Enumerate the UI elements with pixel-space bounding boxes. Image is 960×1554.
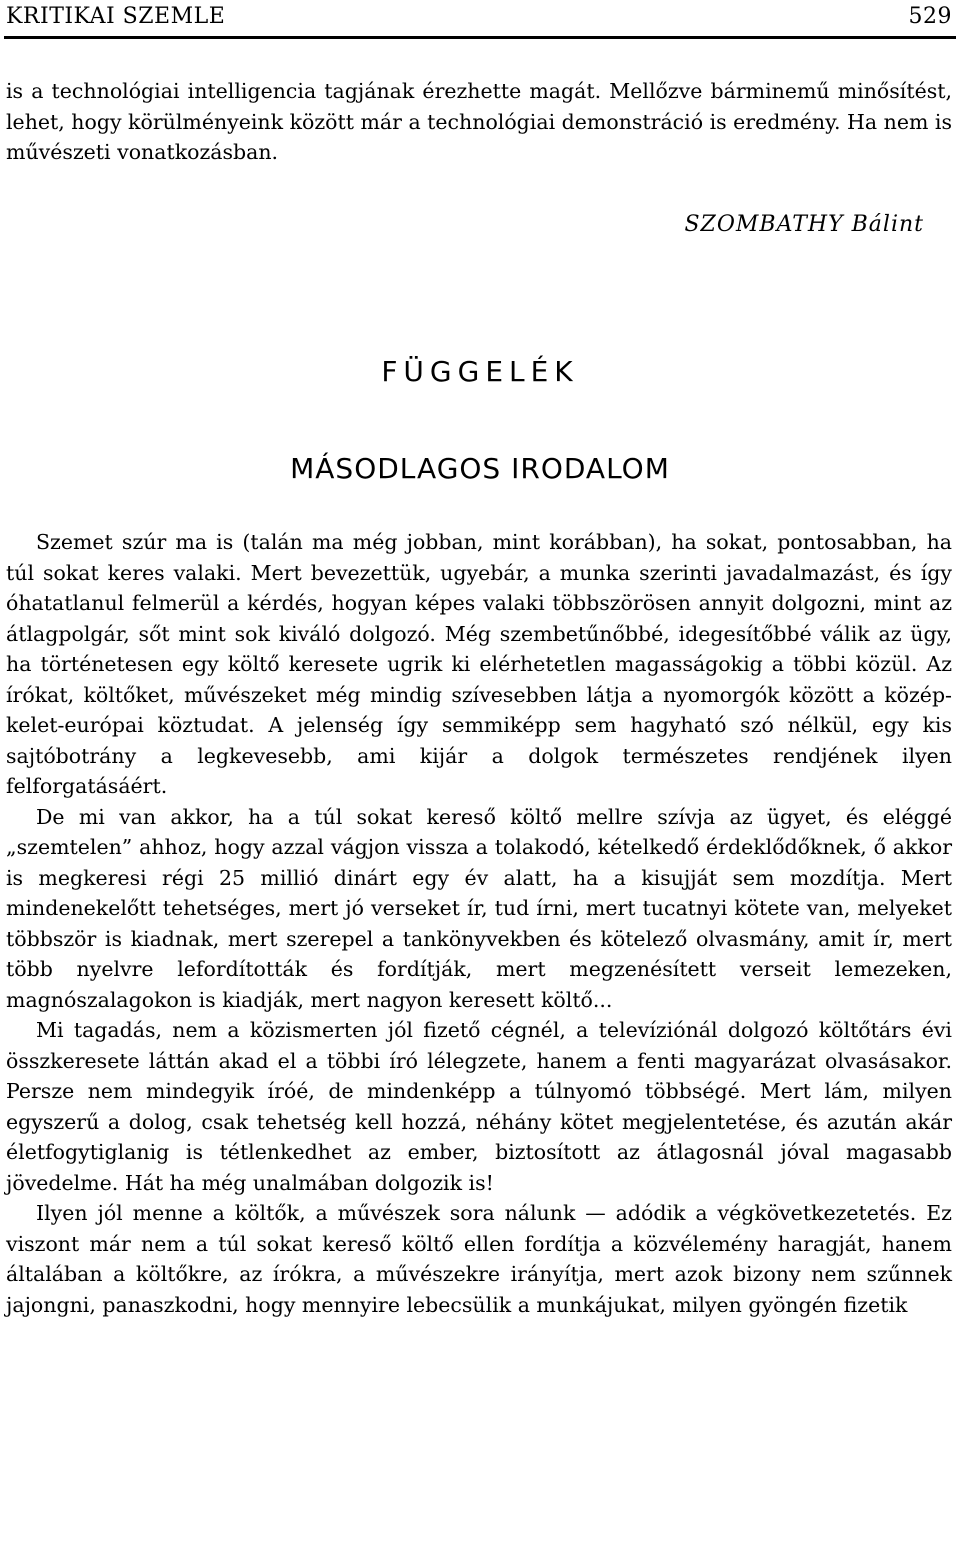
paragraph: Mi tagadás, nem a közismerten jól fizető cégnél, a televíziónál dolgozó költőtárs évi összkeresete láttán akad el a többi író lélegzete, hanem a fenti magyarázat olvasásakor. Persze nem mindegyik íróé, de mindenképp a túlnyomó többségé. Mert lám, milyen egyszerű a dolog, csak tehetség kell hozzá, néhány kötet megjelentetése, és azután akár életfogytiglanig is tétlenkedhet az ember, biztosított az átlagosnál jóval magasabb jövedelme. Hát ha még unalmában dolgozik is! [6, 1018, 952, 1195]
running-head [6, 3, 952, 31]
paragraph: is a technológiai intelligencia tagjának érezhette magát. Mellőzve bárminemű minősítést, lehet, hogy körülményeink között már a technológiai demonstráció is eredmény. Ha nem is művészeti vonatkozásban. [6, 79, 952, 164]
intro-text [6, 76, 952, 168]
paragraph: Szemet szúr ma is (talán ma még jobban, mint korábban), ha sokat, pontosabban, ha túl sokat keres valaki. Mert bevezettük, ugyebár, a munka szerinti javadalmazást, és így óhatatlanul felmerül a kérdés, hogyan képes valaki többszörösen annyit dolgozni, mint az átlagpolgár, sőt mint sok kiváló dolgozó. Még szembetűnőbbé, idegesítőbbé válik az ügy, ha történetesen egy költő keresete ugrik ki elérhetetlen magasságokig a többi közül. Az írókat, költőket, művészeket még mindig szívesebben látja a nyomorgók között a közép-kelet-európai köztudat. A jelenség így semmiképp sem hagyható szó nélkül, egy kis sajtóbotrány a legkevesebb, ami kijár a dolgok természetes rendjének ilyen felforgatásáért. [6, 530, 952, 798]
journal-title: KRITIKAI SZEMLE [6, 4, 226, 29]
section-title: MÁSODLAGOS IRODALOM [290, 452, 670, 485]
paragraph: Ilyen jól menne a költők, a művészek sora nálunk — adódik a végkövetkezetetés. Ez viszont már nem a túl sokat kereső költő ellen fordítja a közvélemény haragját, hanem általában a költőkre, az írókra, a művészekre irányítja, mert azok bizony nem szűnnek jajongni, panaszkodni, hogy mennyire lebecsülik a munkájukat, milyen gyöngén fizetik [6, 1201, 952, 1317]
header-rule [4, 36, 956, 39]
appendix-body [6, 527, 952, 1320]
author-signature: SZOMBATHY Bálint [684, 212, 924, 237]
paragraph: De mi van akkor, ha a túl sokat kereső költő mellre szívja az ügyet, és eléggé „szemtelen” ahhoz, hogy azzal vágjon vissza a tolakodó, kételkedő érdeklődőknek, ő akkor is megkeresi régi 25 millió dinárt egy év alatt, ha a kisujját sem mozdítja. Mert mindenekelőtt tehetséges, mert jó verseket ír, tud írni, mert tucatnyi kötete van, melyeket többször is kiadnak, mert szerepel a tankönyvekben és kötelező olvasmány, amit ír, mert több nyelvre lefordították és fordítják, mert megzenésített verseit lemezeken, magnószalagokon is kiadják, mert nagyon keresett költő... [6, 804, 952, 1012]
page-number: 529 [908, 4, 952, 29]
appendix-title: FÜGGELÉK [381, 355, 579, 388]
